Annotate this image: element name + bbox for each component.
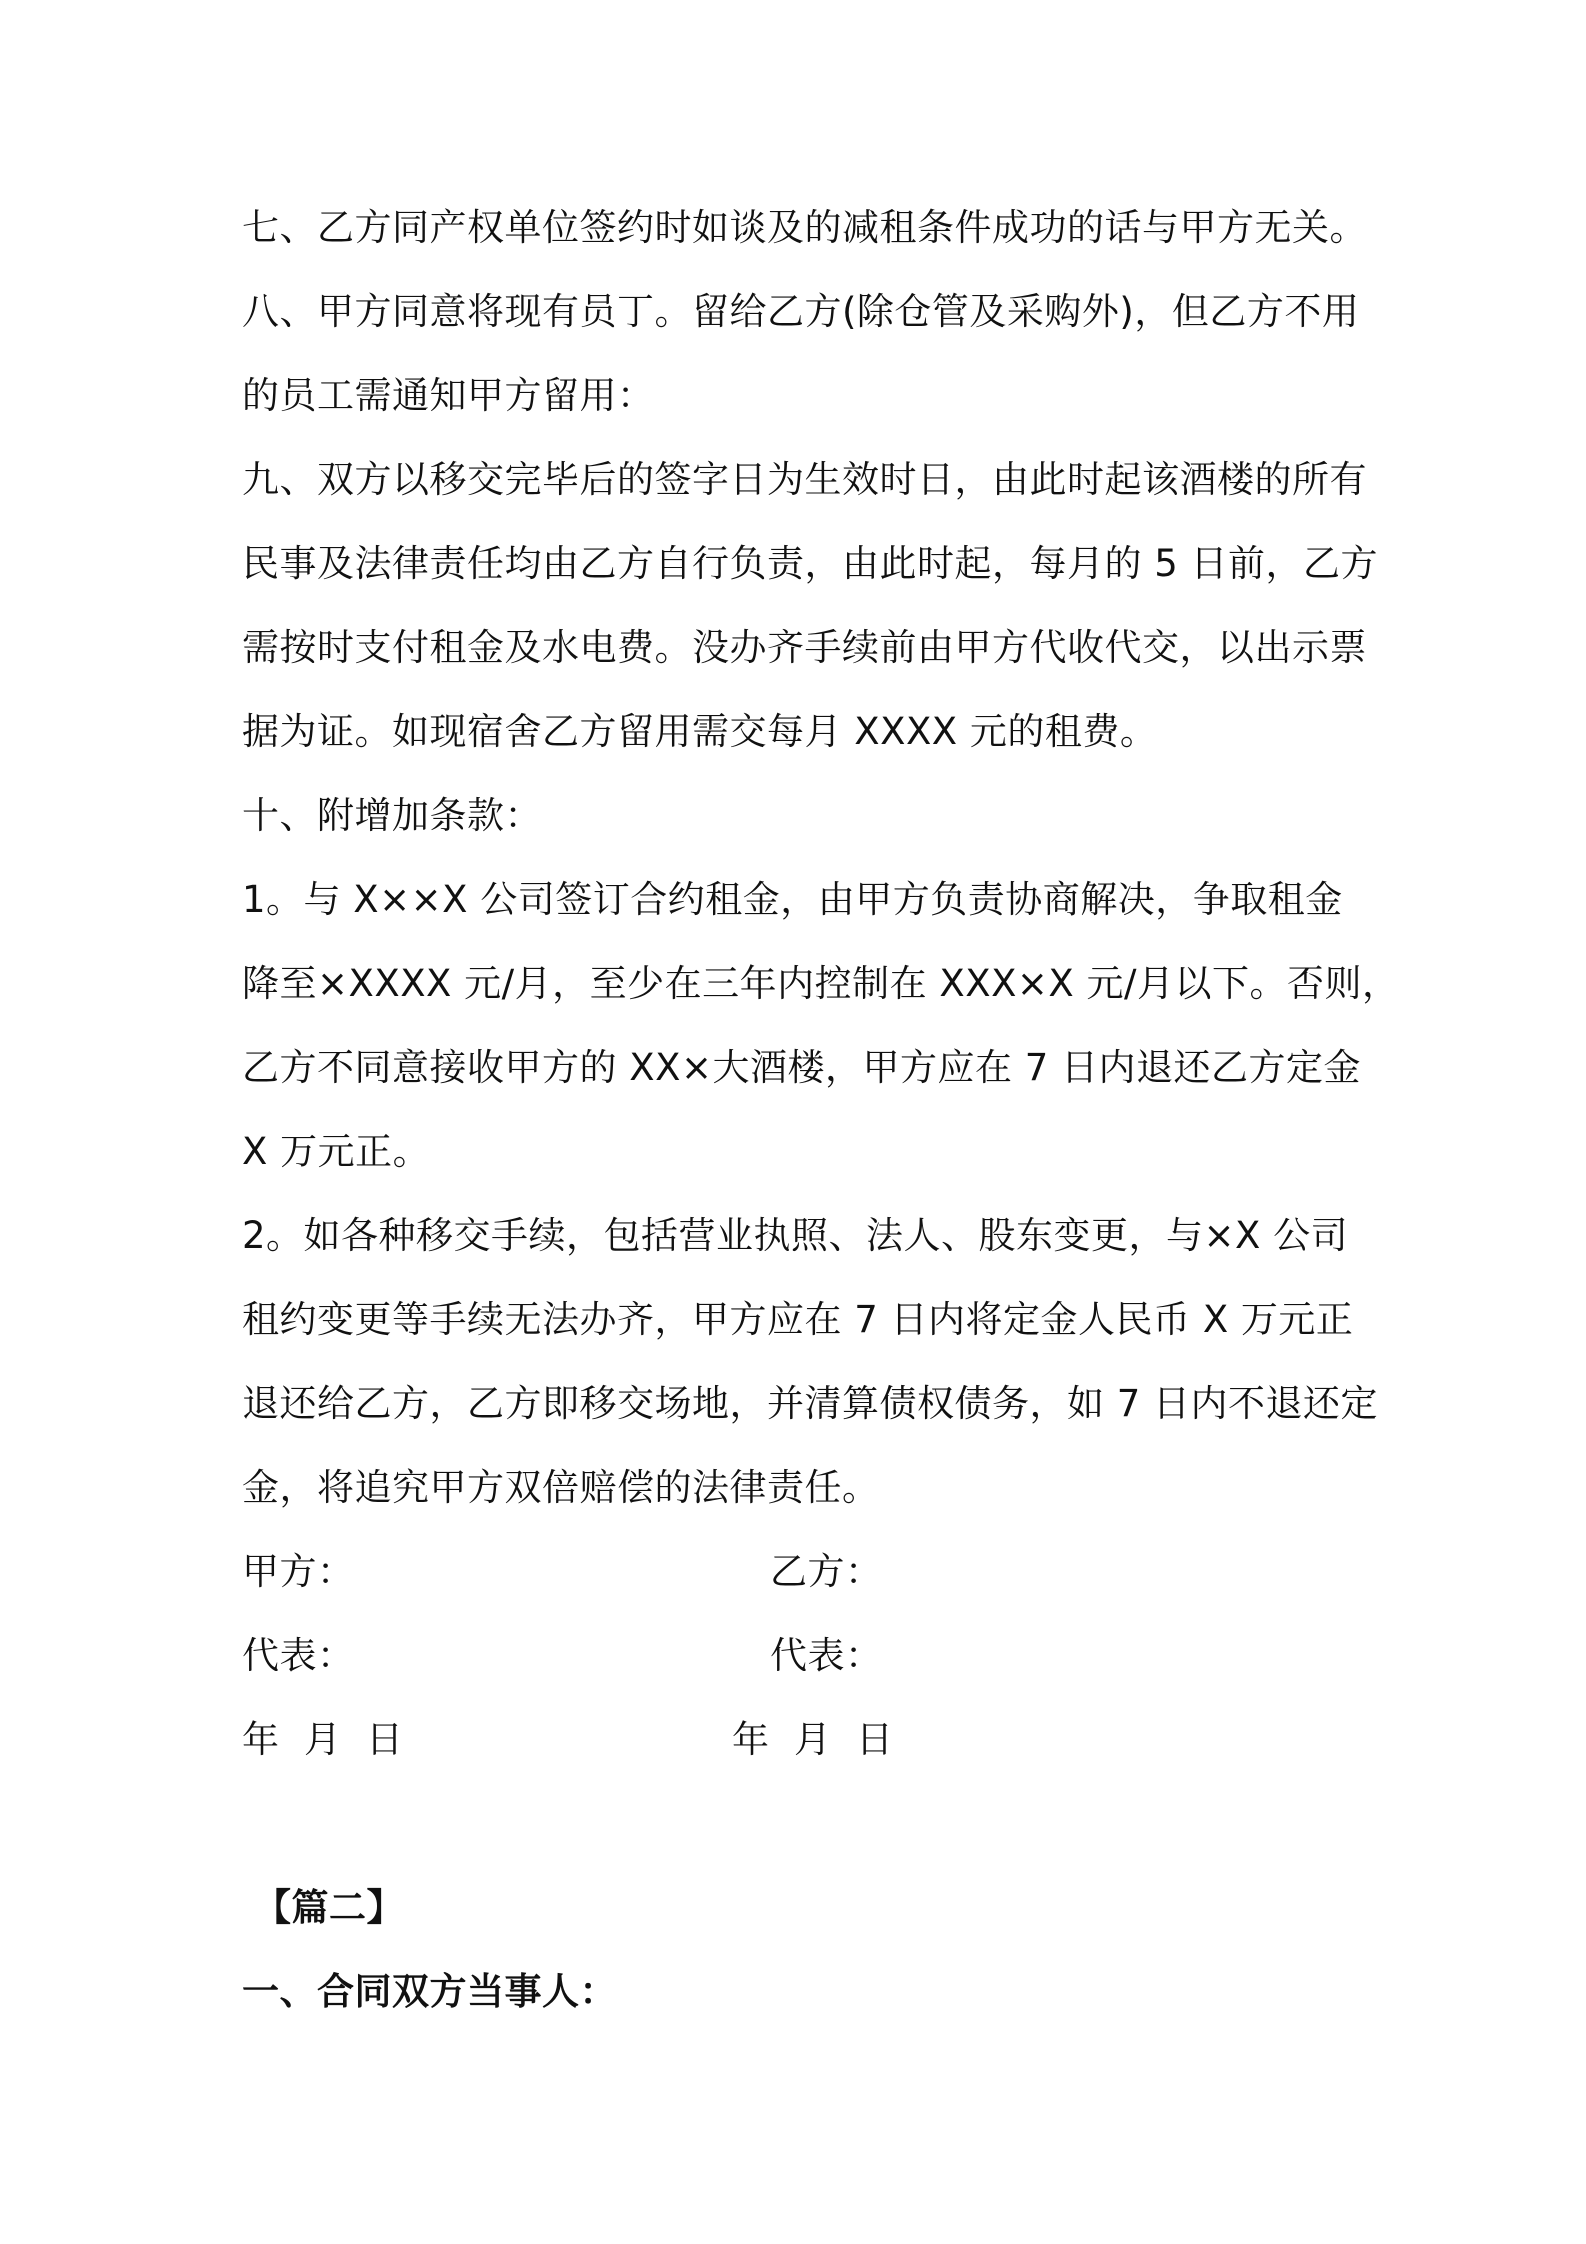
clause-10-1-line-3: 乙方不同意接收甲方的 XX×大酒楼，甲方应在 7 日内退还乙方定金 <box>242 1046 1362 1089</box>
clause-10-2-line-1: 2。如各种移交手续，包括营业执照、法人、股东变更，与×X 公司 <box>242 1214 1349 1257</box>
section-2-clause-1-heading: 一、合同双方当事人： <box>242 1970 617 2013</box>
clause-9-line-4: 据为证。如现宿舍乙方留用需交每月 XXXX 元的租费。 <box>242 710 1158 753</box>
clause-9-line-3: 需按时支付租金及水电费。没办齐手续前由甲方代收代交，以出示票 <box>242 626 1367 669</box>
clause-10-2-line-4: 金，将追究甲方双倍赔偿的法律责任。 <box>242 1466 880 1509</box>
clause-10-1-line-4: X 万元正。 <box>242 1130 431 1173</box>
signature-date-a: 年 月 日 <box>242 1718 404 1761</box>
signature-date-b: 年 月 日 <box>732 1718 894 1761</box>
clause-8-line-2: 的员工需通知甲方留用： <box>242 374 655 417</box>
clause-7-line-1: 七、乙方同产权单位签约时如谈及的减租条件成功的话与甲方无关。 <box>242 206 1367 249</box>
clause-10-1-line-2: 降至×XXXX 元/月，至少在三年内控制在 XXX×X 元/月以下。否则， <box>242 962 1400 1005</box>
clause-9-line-1: 九、双方以移交完毕后的签字日为生效时日，由此时起该酒楼的所有 <box>242 458 1367 501</box>
clause-10-1-line-1: 1。与 X××X 公司签订合约租金，由甲方负责协商解决，争取租金 <box>242 878 1343 921</box>
clause-9-line-2: 民事及法律责任均由乙方自行负责，由此时起，每月的 5 日前，乙方 <box>242 542 1379 585</box>
clause-8-line-1: 八、甲方同意将现有员丁。留给乙方(除仓管及采购外)，但乙方不用 <box>242 290 1360 333</box>
clause-10-heading: 十、附增加条款： <box>242 794 542 837</box>
signature-rep-a: 代表： <box>242 1634 355 1677</box>
clause-10-2-line-3: 退还给乙方，乙方即移交场地，并清算债权债务，如 7 日内不退还定 <box>242 1382 1379 1425</box>
section-2-title: 【篇二】 <box>254 1886 404 1929</box>
signature-rep-b: 代表： <box>770 1634 883 1677</box>
signature-party-a: 甲方： <box>242 1550 355 1593</box>
clause-10-2-line-2: 租约变更等手续无法办齐，甲方应在 7 日内将定金人民币 X 万元正 <box>242 1298 1354 1341</box>
signature-party-b: 乙方： <box>770 1550 883 1593</box>
